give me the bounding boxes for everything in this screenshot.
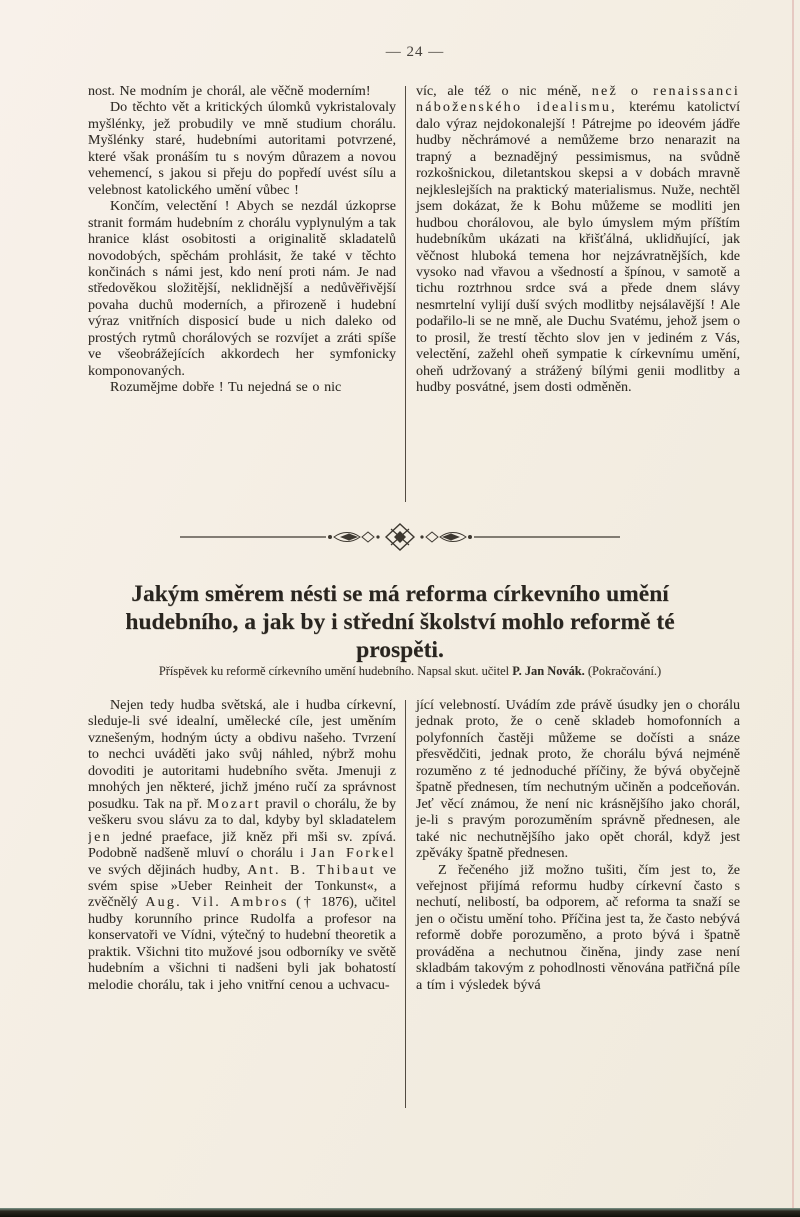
column-rule-bottom: [405, 700, 406, 1108]
text-segment: pravil o chorálu, že by veškeru svou slávu za to dal, kdyby byl skladatelem: [88, 796, 396, 829]
text-segment: nost. Ne modním je chorál, ale věčně moderním!: [88, 84, 371, 99]
text-segment: († 1876), učitel hudby korunního prince Rudolfa a profesor na konservatoři ve Vídni, výtečný to hudební theoretik a praktik. Všichni tito mužové jsou odborníky ve světě hudebním a všichni ti nadšeni byli jak bohatostí melodie chorálu, tak i jeho vnitřní cenou a uchvacu-: [88, 895, 396, 993]
article-left-column: [88, 698, 396, 1110]
text-segment: Z řečeného již možno tušiti, čím jest to, že veřejnost přijímá reformu hudby církevní často s nechutí, nelibostí, ba odporem, ač reforma ta snaží se jen o očistu umění toho. Příčina jest ta, že často nebývá reformě dobře porozuměno, a proto bývá i špatně prováděna a nechutnou činěna, jindy zase není skladbám takovým z pohodlnosti věnována patřičná píle a tím i výsledek bývá: [416, 862, 740, 993]
article-title: Jakým směrem nésti se má reforma církevního umění hudebního, a jak by i střední školství mohlo reformě té prospěti.: [125, 581, 675, 663]
text-segment: Končím, velectění ! Abych se nezdál úzkoprse stranit formám hudebním z chorálu vyplynulým a tak hranice klást osobitosti a originalitě skladatelů novodobých, spěchám prohlásit, že také v těchto končinách s námi jest, kdo není proti nám. Je nad středověkou složitější, neklidnější a nedůvěřivější povaha duchů moderních, a přirozeně i hudební výraz vnitřních disposicí bude u nich daleko od prostých rytmů chorálových se rozvíjet a zráti spíše ve všeobrážejících akkordech her symfonicky komponovaných.: [88, 199, 396, 379]
article-right-column: [416, 698, 740, 1110]
text-segment: jící velebností. Uvádím zde právě úsudky jen o chorálu jednak proto, že o ceně skladeb homofonních a polyfonních častěji můžeme se dočísti a snáze přesvědčiti, jednak proto, že chorálu bývá nejméně rozuměno z té jednoduché příčiny, že bývá obyčejně špatně přednesen, tím nechutným učiněn a podceňován. Jeť věcí známou, že není nic krásnějšího jako chorál, je-li s pravým porozuměním správně přednesen, ale také nic nechutnějšího jako opět chorál, když jest zpěváky špatně přednesen.: [416, 698, 740, 862]
text-segment: Aug. Vil. Ambros: [145, 895, 289, 911]
top-text-section: [88, 84, 740, 504]
paragraph: [88, 199, 396, 380]
text-segment: Do těchto vět a kritických úlomků vykristalovaly myšlénky, jež probudily ve mně studium chorálu. Myšlénky staré, hudebními autoritami potvrzené, které však pronáším tu s novým důrazem a novou vehemencí, s jakou si přeju do popředí uvést sílu a velebnost katolického umění vůbec !: [88, 100, 396, 198]
text-segment: Jan Forkel: [311, 846, 396, 862]
paragraph: [416, 863, 740, 995]
text-segment: kterému katolictví dalo výraz nejdokonalejší ! Pátrejme po ideovém jádře hudby něchrámové a nemůžeme brzo nenarazit na trapný a beznadějný pessimismus, na svůdně rozkošnickou, diletantskou skepsi a v dobách mravně nejkleslejších na praktický materialismus. Nuže, nechtěl jsem dokázat, že k Bohu můžeme se modliti jen hudbou chorálovou, ale bylo úmyslem mým příštím hudebníkům ukázati na křišťálná, uklidňující, jak věčnost hluboká temena hor nejzávratnějších, kde vysoko nad vřavou a všedností a špínou, v samotě a tichu roztrhnou srdce svá a přede dnem slávy nesmrtelní vylijí duší svých modlitby nejsálavější ! Ale podařilo-li se ne mně, ale Duchu Svatému, jehož jsem o to prosil, že trestí těchto slov jen v jediném z Vás, velectění, zažehl oheň sympatie k církevnímu umění, oheň udržovaný a strážený bílými genii modlitby a hudby posvátné, jsem dosti odměněn.: [416, 100, 740, 396]
top-left-column: [88, 84, 396, 504]
scan-bottom-edge: [0, 1208, 800, 1217]
top-right-column: [416, 84, 740, 504]
text-segment: (Pokračování.): [584, 664, 662, 678]
column-rule-top: [405, 86, 406, 502]
scan-edge-line: [792, 0, 794, 1217]
paragraph: [416, 84, 740, 397]
text-segment: než o renaissanci náboženského idealismu,: [416, 84, 740, 116]
page-number: — 24 —: [385, 44, 445, 60]
article-text-section: [88, 698, 740, 1110]
text-segment: Příspěvek ku reformě církevního umění hudebního. Napsal skut. učitel: [158, 664, 513, 678]
text-segment: jedné praeface, již kněz při mši sv. zpívá. Podobně nadšeně mluví o chorálu i: [88, 829, 396, 862]
text-segment: Nejen tedy hudba světská, ale i hudba církevní, sleduje-li své idealní, umělecké cíle, jest uměním vznešeným, hodným úcty a obdivu našeho. Tvrzení to nechci uváděti jako svůj náhled, nýbrž mohu dovoditi je autoritami hudebního světa. Jmenuji z mnohých jen některé, jichž jméno ručí za správnost posudku. Tak na př.: [88, 698, 396, 812]
text-segment: jen: [88, 829, 112, 845]
text-segment: ve svém spise »Ueber Reinheit der Tonkunst«, a zvěčnělý: [88, 862, 396, 911]
text-segment: ve svých dějinách hudby,: [88, 862, 248, 878]
fleuron-divider-icon: [0, 522, 800, 552]
text-segment: Rozumějme dobře ! Tu nejedná se o nic: [110, 380, 342, 396]
paragraph: [88, 380, 396, 396]
paragraph: [88, 698, 396, 994]
paragraph: [88, 84, 396, 100]
paragraph: [416, 698, 740, 863]
text-segment: víc, ale též o nic méně,: [416, 84, 592, 99]
article-byline: [70, 664, 750, 679]
paragraph: [88, 100, 396, 199]
text-segment: Ant. B. Thibaut: [247, 862, 376, 878]
text-segment: P. Jan Novák.: [512, 664, 585, 678]
text-segment: Mozart: [206, 796, 261, 812]
